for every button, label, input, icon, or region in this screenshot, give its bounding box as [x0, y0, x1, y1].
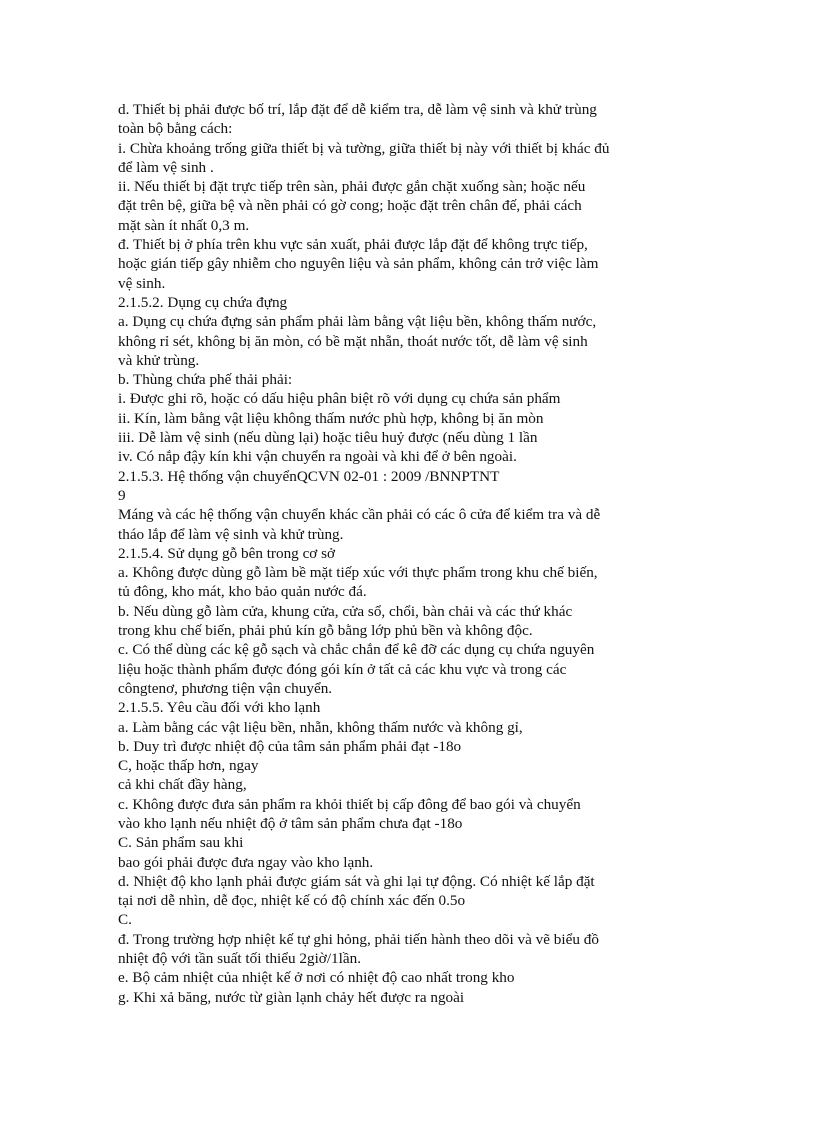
text-line: đ. Trong trường hợp nhiệt kế tự ghi hỏng, phải tiến hành theo dõi và vẽ biểu đồ [118, 930, 599, 948]
text-line: 9 [118, 486, 126, 504]
text-line: không rỉ sét, không bị ăn mòn, có bề mặt nhẵn, thoát nước tốt, dễ làm vệ sinh [118, 332, 588, 350]
text-line: c. Có thể dùng các kệ gỗ sạch và chắc chắn để kê đỡ các dụng cụ chứa nguyên [118, 641, 595, 659]
text-line: g. Khi xả băng, nước từ giàn lạnh chảy hết được ra ngoài [118, 988, 465, 1006]
text-line: iii. Dễ làm vệ sinh (nếu dùng lại) hoặc tiêu huỷ được (nếu dùng 1 lần [118, 429, 538, 447]
text-line: nhiệt độ với tần suất tối thiểu 2giờ/1lần. [118, 950, 361, 968]
text-line: trong khu chế biến, phải phủ kín gỗ bằng lớp phủ bền và không độc. [118, 622, 533, 640]
text-line: e. Bộ cảm nhiệt của nhiệt kế ở nơi có nhiệt độ cao nhất trong kho [118, 969, 515, 987]
text-line: ii. Nếu thiết bị đặt trực tiếp trên sàn, phải được gắn chặt xuống sàn; hoặc nếu [118, 178, 586, 196]
text-line: toàn bộ bằng cách: [118, 120, 233, 138]
text-line: 2.1.5.2. Dụng cụ chứa đựng [118, 293, 288, 311]
text-line: bao gói phải được đưa ngay vào kho lạnh. [118, 853, 374, 871]
text-line: 2.1.5.3. Hệ thống vận chuyểnQCVN 02-01 : 2009 /BNNPTNT [118, 467, 500, 485]
text-line: C. [118, 911, 132, 929]
text-line: i. Chừa khoảng trống giữa thiết bị và tường, giữa thiết bị này với thiết bị khác đủ [118, 139, 610, 157]
text-line: b. Thùng chứa phế thải phải: [118, 371, 293, 389]
text-line: c. Không được đưa sản phẩm ra khỏi thiết bị cấp đông để bao gói và chuyển [118, 795, 581, 813]
text-line: Máng và các hệ thống vận chuyển khác cần phải có các ô cửa để kiểm tra và dễ [118, 506, 601, 524]
document-body [118, 100, 718, 1007]
text-line: a. Dụng cụ chứa đựng sản phẩm phải làm bằng vật liệu bền, không thấm nước, [118, 313, 597, 331]
text-line: côngtenơ, phương tiện vận chuyển. [118, 679, 333, 697]
text-line: a. Không được dùng gỗ làm bề mặt tiếp xúc với thực phẩm trong khu chế biến, [118, 564, 598, 582]
text-line: đặt trên bệ, giữa bệ và nền phải có gờ cong; hoặc đặt trên chân đế, phải cách [118, 197, 582, 215]
text-line: hoặc gián tiếp gây nhiễm cho nguyên liệu và sản phẩm, không cản trở việc làm [118, 255, 599, 273]
text-line: 2.1.5.5. Yêu cầu đối với kho lạnh [118, 699, 321, 717]
text-line: liệu hoặc thành phẩm được đóng gói kín ở tất cả các khu vực và trong các [118, 660, 567, 678]
text-line: ii. Kín, làm bằng vật liệu không thấm nước phù hợp, không bị ăn mòn [118, 409, 544, 427]
text-line: vệ sinh. [118, 274, 166, 292]
text-line: i. Được ghi rõ, hoặc có dấu hiệu phân biệt rõ với dụng cụ chứa sản phẩm [118, 390, 561, 408]
text-line: C, hoặc thấp hơn, ngay [118, 757, 259, 775]
text-line: d. Thiết bị phải được bố trí, lắp đặt để dễ kiểm tra, dễ làm vệ sinh và khử trùng [118, 101, 597, 118]
text-line: a. Làm bằng các vật liệu bền, nhẵn, không thấm nước và không gỉ, [118, 718, 523, 736]
text-line: tháo lắp để làm vệ sinh và khử trùng. [118, 525, 344, 543]
text-line: b. Duy trì được nhiệt độ của tâm sản phẩm phải đạt -18o [118, 737, 462, 755]
text-line: tủ đông, kho mát, kho bảo quản nước đá. [118, 583, 367, 601]
text-line: đ. Thiết bị ở phía trên khu vực sản xuất, phải được lắp đặt để không trực tiếp, [118, 236, 588, 254]
text-line: để làm vệ sinh . [118, 158, 214, 176]
text-line: vào kho lạnh nếu nhiệt độ ở tâm sản phẩm chưa đạt -18o [118, 814, 463, 832]
text-line: b. Nếu dùng gỗ làm cửa, khung cửa, cửa sổ, chổi, bàn chải và các thứ khác [118, 602, 573, 620]
text-line: iv. Có nắp đậy kín khi vận chuyển ra ngoài và khi để ở bên ngoài. [118, 448, 517, 466]
text-line: tại nơi dễ nhìn, dễ đọc, nhiệt kế có độ chính xác đến 0.5o [118, 892, 466, 910]
text-line: C. Sản phẩm sau khi [118, 834, 244, 852]
text-line: d. Nhiệt độ kho lạnh phải được giám sát và ghi lại tự động. Có nhiệt kế lắp đặt [118, 872, 595, 890]
text-line: và khử trùng. [118, 351, 200, 369]
text-line: 2.1.5.4. Sử dụng gỗ bên trong cơ sở [118, 544, 336, 562]
text-line: mặt sàn ít nhất 0,3 m. [118, 216, 250, 234]
text-line: cả khi chất đầy hàng, [118, 776, 247, 794]
